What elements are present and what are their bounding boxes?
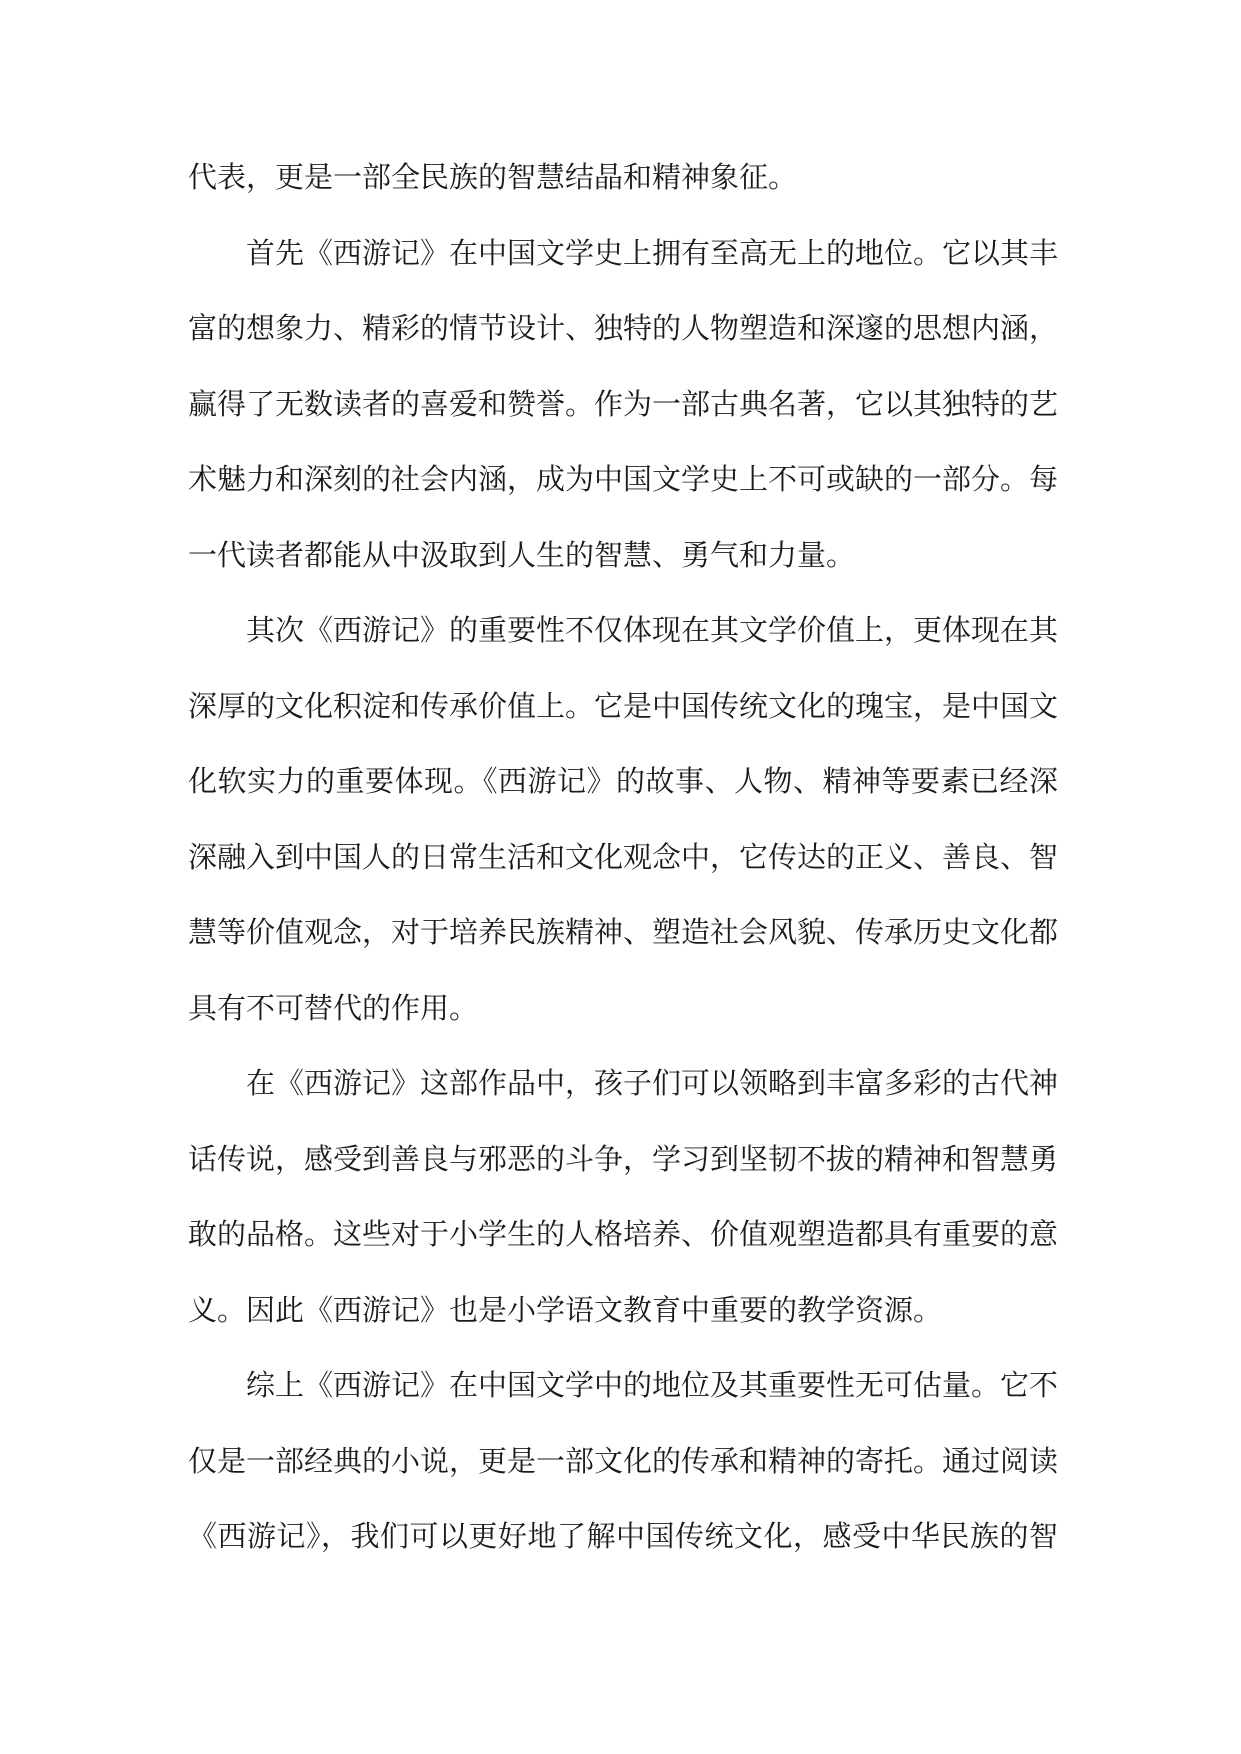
text-line: 深厚的文化积淀和传承价值上。它是中国传统文化的瑰宝，是中国文 [188,688,1059,723]
text-line: 慧等价值观念，对于培养民族精神、塑造社会风貌、传承历史文化都 [188,915,1059,949]
text-line: 敢的品格。这些对于小学生的人格培养、价值观塑造都具有重要的意 [188,1217,1059,1251]
text-line: 深融入到中国人的日常生活和文化观念中，它传达的正义、善良、智 [188,839,1059,874]
paragraph-first-line: 其次《西游记》的重要性不仅体现在其文学价值上，更体现在其 [246,613,1059,647]
text-line: 话传说，感受到善良与邪恶的斗争，学习到坚韧不拔的精神和智慧勇 [188,1141,1059,1176]
paragraph-first-line: 在《西游记》这部作品中，孩子们可以领略到丰富多彩的古代神 [246,1066,1059,1100]
text-line: 赢得了无数读者的喜爱和赞誉。作为一部古典名著，它以其独特的艺 [188,386,1059,421]
text-line: 代表，更是一部全民族的智慧结晶和精神象征。 [188,160,798,194]
body-text [188,140,1058,1575]
paragraph-first-line: 首先《西游记》在中国文学史上拥有至高无上的地位。它以其丰 [246,235,1059,270]
text-line: 富的想象力、精彩的情节设计、独特的人物塑造和深邃的思想内涵， [188,311,1059,345]
text-line: 仅是一部经典的小说，更是一部文化的传承和精神的寄托。通过阅读 [188,1443,1059,1478]
text-line: 术魅力和深刻的社会内涵，成为中国文学史上不可或缺的一部分。每 [188,462,1059,496]
text-line: 义。因此《西游记》也是小学语文教育中重要的教学资源。 [188,1292,943,1327]
paragraph-first-line: 综上《西游记》在中国文学中的地位及其重要性无可估量。它不 [246,1368,1059,1402]
text-line: 化软实力的重要体现。《西游记》的故事、人物、精神等要素已经深 [188,764,1058,798]
text-line: 具有不可替代的作用。 [188,990,479,1025]
text-line: 一代读者都能从中汲取到人生的智慧、勇气和力量。 [188,537,856,572]
text-line: 《西游记》，我们可以更好地了解中国传统文化，感受中华民族的智 [188,1519,1058,1553]
